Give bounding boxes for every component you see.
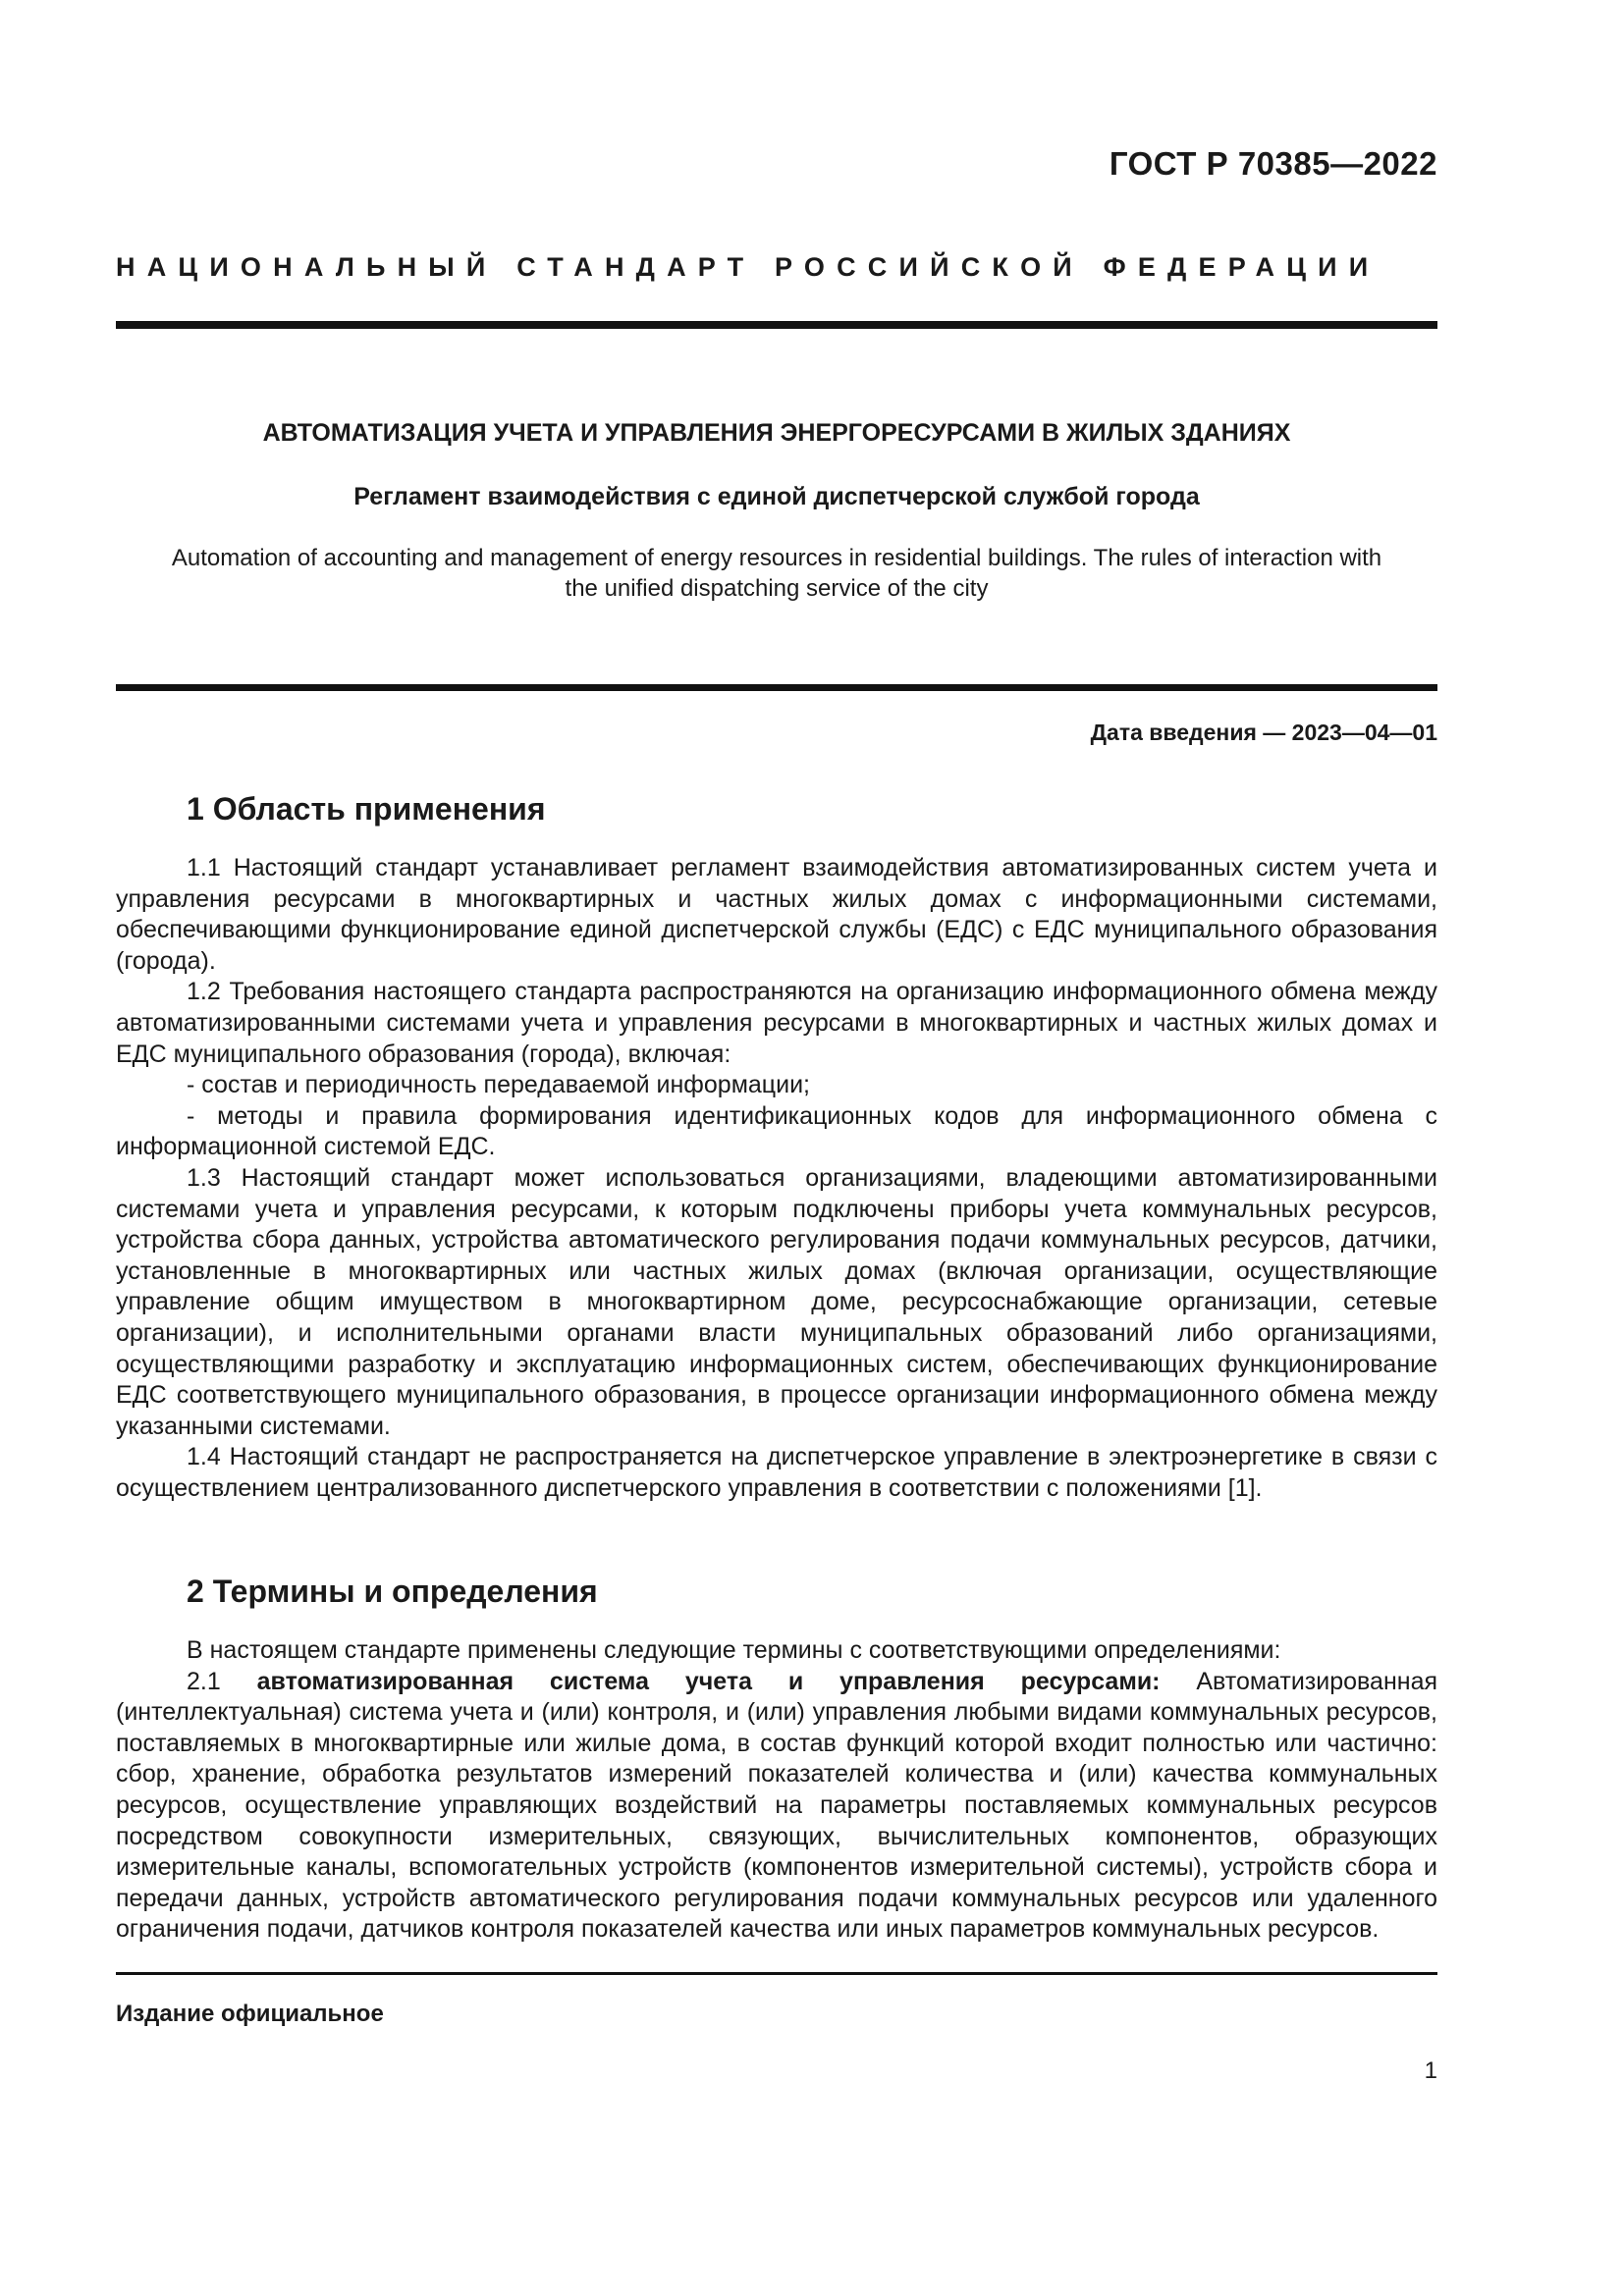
term-name: автоматизированная система учета и управления ресурсами: xyxy=(256,1667,1161,1695)
introduction-date: Дата введения — 2023—04—01 xyxy=(1090,720,1437,745)
english-title xyxy=(116,543,1437,604)
term-definition: Автоматизированная (интеллектуальная) система учета и (или) контроля, и (или) управления любыми видами коммунальных ресурсов, поставляемых в многоквартирные или жилые дома, в состав функций которой входит полностью или частично: сбор, хранение, обработка результатов измерений показателей количества и (или) качества коммунальных ресурсов, осуществление управляющих воздействий на параметры поставляемых коммунальных ресурсов посредством совокупности измерительных, связующих, вычислительных компонентов, образующих измерительные каналы, вспомогательных устройств (компонентов измерительной системы), устройств сбора и передачи данных, устройств автоматического регулирования подачи коммунальных ресурсов или удаленного ограничения подачи, датчиков контроля показателей качества или иных параметров коммунальных ресурсов. xyxy=(116,1667,1438,1944)
document-title: АВТОМАТИЗАЦИЯ УЧЕТА И УПРАВЛЕНИЯ ЭНЕРГОРЕСУРСАМИ В ЖИЛЫХ ЗДАНИЯХ xyxy=(262,419,1291,447)
section-1-body xyxy=(116,853,1437,1504)
document-subtitle: Регламент взаимодействия с единой диспетчерской службой города xyxy=(353,483,1200,510)
official-edition-label: Издание официальное xyxy=(116,2001,384,2027)
paragraph-2-1 xyxy=(116,1667,1437,1946)
footer-divider xyxy=(116,1972,1437,1975)
list-item: - методы и правила формирования идентификационных кодов для информационного обмена с информационной системой ЕДС. xyxy=(116,1101,1437,1161)
document-page xyxy=(116,0,1437,2296)
title-divider xyxy=(116,684,1437,691)
section-2-body xyxy=(116,1635,1437,1946)
list-item: - состав и периодичность передаваемой информации; xyxy=(187,1071,810,1099)
term-number: 2.1 xyxy=(187,1667,221,1695)
section-1-heading: 1 Область применения xyxy=(187,791,546,827)
section-2-intro: В настоящем стандарте применены следующие термины с соответствующими определениями: xyxy=(187,1636,1281,1664)
section-2-heading: 2 Термины и определения xyxy=(187,1574,598,1609)
english-title-line: the unified dispatching service of the city xyxy=(565,575,989,602)
gost-code: ГОСТ Р 70385—2022 xyxy=(1109,145,1437,182)
page-number: 1 xyxy=(1424,2057,1437,2084)
english-title-line: Automation of accounting and management of energy resources in residential buildings. The rules of interaction with xyxy=(171,545,1382,571)
national-standard-banner: НАЦИОНАЛЬНЫЙ СТАНДАРТ РОССИЙСКОЙ ФЕДЕРАЦИИ xyxy=(116,252,1380,282)
paragraph-1-1: 1.1 Настоящий стандарт устанавливает регламент взаимодействия автоматизированных систем учета и управления ресурсами в многоквартирных и частных жилых домах с информационными системами, обеспечивающими функционирование единой диспетчерской службы (ЕДС) с ЕДС муниципального образования (города). xyxy=(116,854,1437,975)
paragraph-1-3: 1.3 Настоящий стандарт может использоваться организациями, владеющими автоматизированными системами учета и управления ресурсами, к которым подключены приборы учета коммунальных ресурсов, устройства сбора данных, устройства автоматического регулирования подачи коммунальных ресурсов, датчики, установленные в многоквартирных или частных жилых домах (включая организации, осуществляющие управление общим имуществом в многоквартирном доме, ресурсоснабжающие организации, сетевые организации), и исполнительными органами власти муниципальных образований либо организациями, осуществляющими разработку и эксплуатацию информационных систем, обеспечивающих функционирование ЕДС соответствующего муниципального образования, в процессе организации информационного обмена между указанными системами. xyxy=(116,1163,1437,1440)
paragraph-1-2: 1.2 Требования настоящего стандарта распространяются на организацию информационного обмена между автоматизированными системами учета и управления ресурсами в многоквартирных и частных жилых домах и ЕДС муниципального образования (города), включая: xyxy=(116,978,1437,1068)
paragraph-1-4: 1.4 Настоящий стандарт не распространяется на диспетчерское управление в электроэнергетике в связи с осуществлением централизованного диспетчерского управления в соответствии с положениями [1]. xyxy=(116,1443,1437,1502)
header-divider xyxy=(116,321,1437,329)
